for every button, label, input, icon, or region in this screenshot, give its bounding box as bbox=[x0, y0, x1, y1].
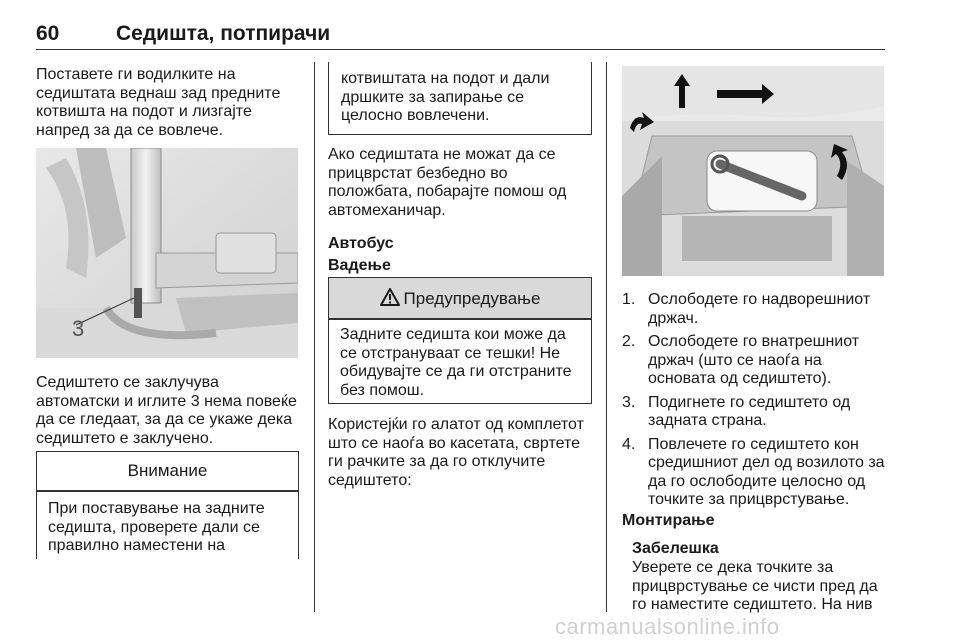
subheading: Монтирање bbox=[622, 512, 715, 529]
note-text: Уверете се дека точките за прицврстување се чисти пред да го наместите седиштето. На нив bbox=[632, 559, 878, 613]
notice-rule bbox=[37, 490, 298, 492]
paragraph: Седиштето се заклучува автоматски и иглите 3 нема повеќе да се гледаат, за да се укаже дека седиштето е заклучено. bbox=[36, 374, 297, 447]
notice-text-continued: котвиштата на подот и дали дршките за запирање се целосно вовлечени. bbox=[341, 70, 550, 124]
paragraph: Поставете ги водилките на седиштата веднаш зад предните котвишта на подот и лизгајте напред за да се вовлече. bbox=[36, 66, 281, 139]
warning-header bbox=[329, 288, 591, 309]
seat-lock-photo bbox=[36, 148, 298, 358]
page-number: 60 bbox=[36, 22, 60, 45]
subheading: Вадење bbox=[328, 257, 391, 274]
step-item: 4. Повлечете го седиштето кон средишниот дел од возилото за да го ослободите целосно од точките за прицврстување. bbox=[622, 435, 885, 508]
warning-text: Задните седишта кои може да се отстрануваат се тешки! Не обидувајте се да ги отстраните без помош. bbox=[340, 326, 572, 399]
notice-box-continued bbox=[328, 62, 592, 135]
warning-triangle-icon bbox=[380, 288, 400, 306]
warning-title: Предупредување bbox=[403, 289, 541, 308]
paragraph: Користејќи го алатот од комплетот што се наоѓа во касетата, свртете ги рачките за да го отклучите седиштето: bbox=[328, 416, 584, 489]
step-item: 2. Ослободете го внатрешниот држач (што се наоѓа на основата од седиштето). bbox=[622, 333, 860, 387]
notice-title: Внимание bbox=[127, 461, 208, 480]
note-title: Забелешка bbox=[632, 540, 719, 557]
column-divider bbox=[606, 62, 607, 612]
steps-list bbox=[622, 291, 890, 515]
watermark: carmanualsonline.info bbox=[555, 614, 780, 639]
step-item: 1. Ослободете го надворешниот држач. bbox=[622, 291, 871, 327]
paragraph: Ако седиштата не можат да се прицврстат безбедно во положбата, побарајте помош од автомеханичар. bbox=[328, 146, 567, 219]
notice-box bbox=[36, 451, 299, 559]
warning-box bbox=[328, 277, 592, 404]
notice-text: При поставување на задните седишта, проверете дали се правилно наместени на bbox=[48, 500, 265, 554]
seat-removal-photo bbox=[622, 66, 884, 276]
header-rule bbox=[36, 49, 885, 50]
callout-label: 3 bbox=[72, 316, 85, 341]
seat-removal-illustration bbox=[622, 66, 884, 276]
column-divider bbox=[314, 62, 315, 612]
warning-rule bbox=[329, 318, 591, 320]
seat-lock-illustration bbox=[36, 148, 298, 358]
section-title: Седишта, потпирачи bbox=[116, 22, 331, 45]
subheading: Автобус bbox=[328, 235, 394, 252]
step-item: 3. Подигнете го седиштето од задната страна. bbox=[622, 393, 851, 429]
